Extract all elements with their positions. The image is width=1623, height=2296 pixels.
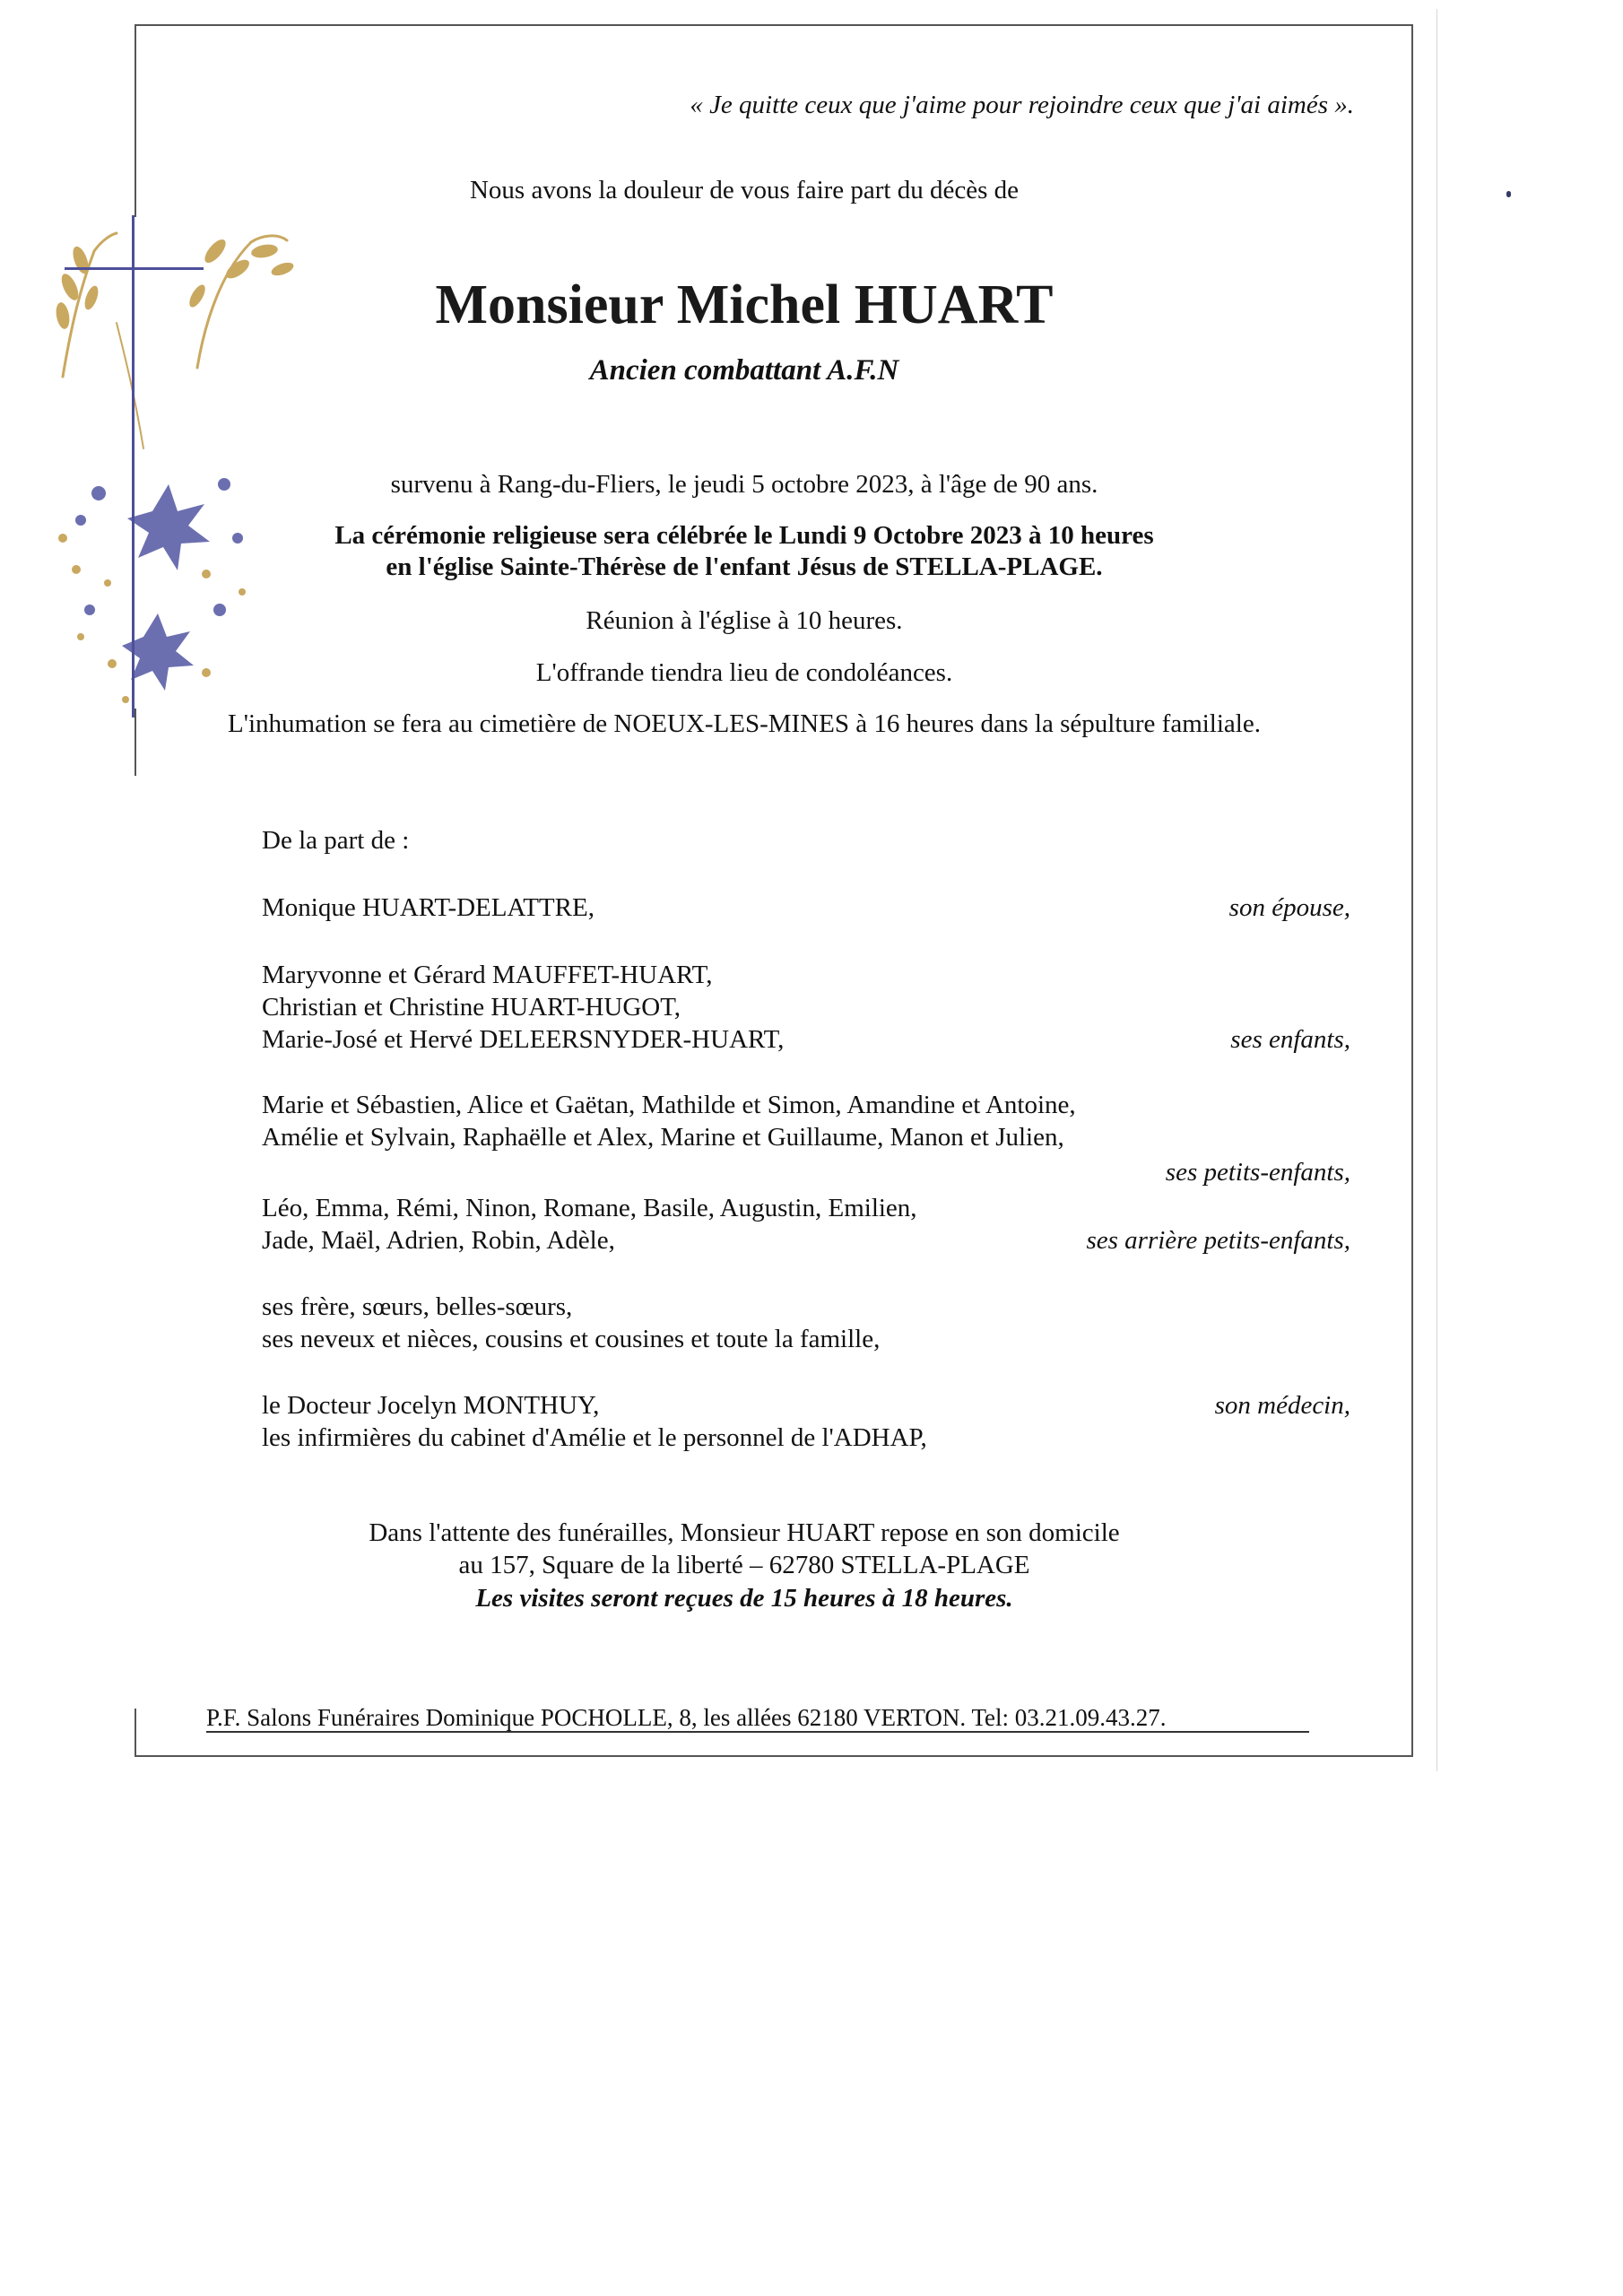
funeral-home-signature: P.F. Salons Funéraires Dominique POCHOLLE, 8, les allées 62180 VERTON. Tel: 03.21.09.43.27. xyxy=(206,1704,1167,1731)
scan-edge-line xyxy=(1436,9,1437,1771)
scan-speck xyxy=(1506,191,1511,197)
deceased-subtitle: Ancien combattant A.F.N xyxy=(589,354,899,387)
visits-line-1: Dans l'attente des funérailles, Monsieur HUART repose en son domicile xyxy=(369,1518,1120,1547)
meeting-info: Réunion à l'église à 10 heures. xyxy=(586,606,903,635)
visits-line-2: au 157, Square de la liberté – 62780 STELLA-PLAGE xyxy=(458,1551,1030,1579)
intro-text: Nous avons la douleur de vous faire part du décès de xyxy=(469,176,1020,204)
visits-hours: Les visites seront reçues de 15 heures à 18 heures. xyxy=(475,1584,1013,1613)
death-details: survenu à Rang-du-Fliers, le jeudi 5 octobre 2023, à l'âge de 90 ans. xyxy=(390,470,1098,499)
family-line: le Docteur Jocelyn MONTHUY, xyxy=(262,1391,600,1420)
family-line: les infirmières du cabinet d'Amélie et le personnel de l'ADHAP, xyxy=(262,1423,927,1452)
frame-border-left xyxy=(135,24,136,217)
offering-info: L'offrande tiendra lieu de condoléances. xyxy=(535,658,953,687)
burial-info: L'inhumation se fera au cimetière de NOEUX-LES-MINES à 16 heures dans la sépulture familiale. xyxy=(228,709,1261,738)
family-line: Marie et Sébastien, Alice et Gaëtan, Mathilde et Simon, Amandine et Antoine, xyxy=(262,1091,1076,1119)
family-header: De la part de : xyxy=(262,826,410,855)
ceremony-line-1: La cérémonie religieuse sera célébrée le Lundi 9 Octobre 2023 à 10 heures xyxy=(334,521,1154,550)
ceremony-line-2: en l'église Sainte-Thérèse de l'enfant Jésus de STELLA-PLAGE. xyxy=(386,552,1103,581)
relation-label: son épouse, xyxy=(1228,893,1350,922)
family-line: Amélie et Sylvain, Raphaëlle et Alex, Marine et Guillaume, Manon et Julien, xyxy=(262,1123,1064,1152)
family-line: Christian et Christine HUART-HUGOT, xyxy=(262,993,681,1022)
relation-label: son médecin, xyxy=(1214,1391,1350,1420)
frame-border-bottom xyxy=(135,1755,1413,1757)
family-line: Marie-José et Hervé DELEERSNYDER-HUART, xyxy=(262,1025,785,1054)
deceased-name: Monsieur Michel HUART xyxy=(435,274,1054,335)
family-line: Maryvonne et Gérard MAUFFET-HUART, xyxy=(262,961,713,989)
signature-underline xyxy=(206,1731,1309,1733)
quote: « Je quitte ceux que j'aime pour rejoindre ceux que j'ai aimés ». xyxy=(690,91,1354,119)
relation-label: ses enfants, xyxy=(1230,1025,1350,1054)
relation-label: ses arrière petits-enfants, xyxy=(1086,1226,1350,1255)
frame-border-left xyxy=(135,1709,136,1757)
family-line: Jade, Maël, Adrien, Robin, Adèle, xyxy=(262,1226,615,1255)
family-line: ses frère, sœurs, belles-sœurs, xyxy=(262,1292,573,1321)
family-line: Léo, Emma, Rémi, Ninon, Romane, Basile, Augustin, Emilien, xyxy=(262,1194,917,1222)
family-line: ses neveux et nièces, cousins et cousines et toute la famille, xyxy=(262,1325,881,1353)
frame-border-top xyxy=(135,24,1412,26)
frame-border-right xyxy=(1411,24,1413,1757)
relation-label: ses petits-enfants, xyxy=(1165,1158,1350,1187)
family-line: Monique HUART-DELATTRE, xyxy=(262,893,595,922)
